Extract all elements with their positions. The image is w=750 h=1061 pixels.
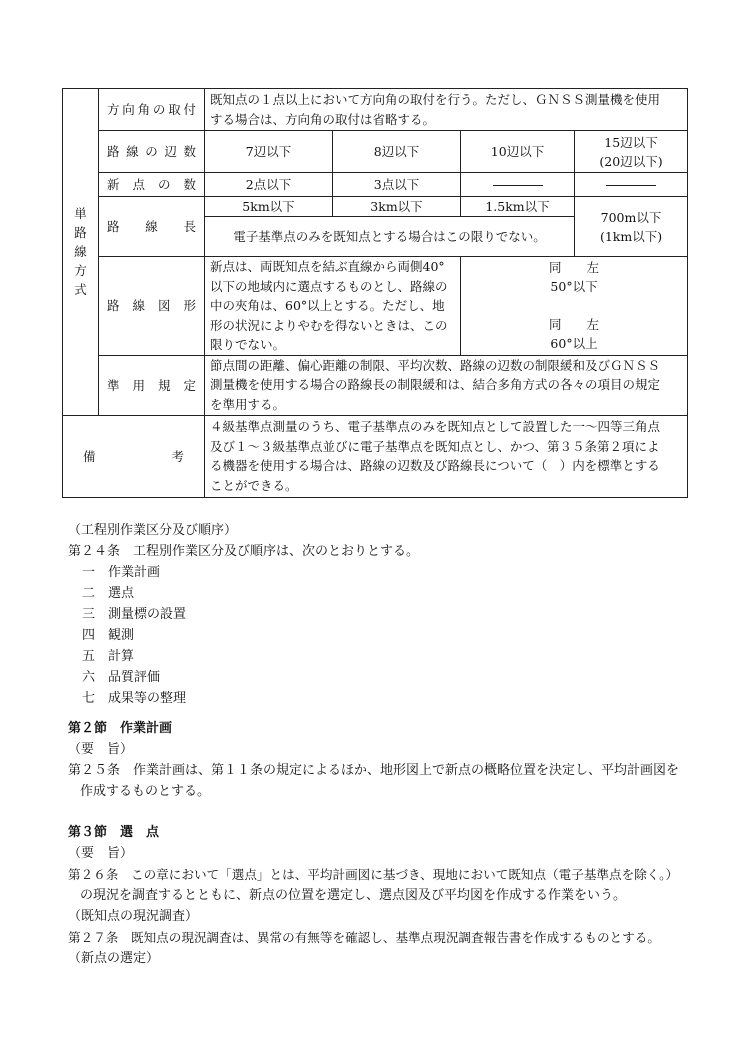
article-text: 第２５条 作業計画は、第１１条の規定によるほか、地形図上で新点の概略位置を決定し、平均計画図を xyxy=(68,763,680,778)
shape-text-line: 形の状況によりやむを得ないときは、この xyxy=(210,317,448,333)
length-value-line: (1km以下) xyxy=(599,228,663,244)
table-row-remarks xyxy=(63,415,688,497)
list-item xyxy=(68,583,700,604)
table-row-new-points xyxy=(63,173,688,197)
article-text: 第２７条 既知点の現況調査は、異常の有無等を確認し、基準点現況調査報告書を作成するものとする。 xyxy=(68,930,660,945)
list-item-label: 選点 xyxy=(108,586,135,601)
dash-line xyxy=(606,185,656,186)
shape-text-line: 中の夾角は、60°以上とする。ただし、地 xyxy=(210,298,445,313)
list-item xyxy=(68,646,700,667)
list-item-label: 測量標の設置 xyxy=(108,607,187,622)
sides-value: 8辺以下 xyxy=(333,131,461,173)
shape-text-line: 以下の地域内に選点するものとし、路線の xyxy=(210,278,448,294)
table-row-apply xyxy=(63,355,688,415)
list-item xyxy=(68,562,700,583)
section-title: 第３節 選 点 xyxy=(68,825,160,840)
apply-text-line: 節点間の距離、偏心距離の制限、平均次数、路線の辺数の制限緩和及びＧＮＳＳ xyxy=(210,357,661,373)
group-label-char: 式 xyxy=(74,282,87,298)
list-item xyxy=(68,667,700,688)
article-text: 作成するものとする。 xyxy=(80,784,211,799)
row-label-length: 路 線 長 xyxy=(99,197,205,257)
list-item-number: 二 xyxy=(82,586,96,601)
table-row-azimuth xyxy=(63,89,688,131)
section-2 xyxy=(68,718,700,802)
section-subheading: （要 旨） xyxy=(68,846,134,861)
sides-value-line: (20辺以下) xyxy=(599,153,663,169)
length-note: 電子基準点のみを既知点とする場合はこの限りでない。 xyxy=(205,217,575,257)
row-label-apply: 準 用 規 定 xyxy=(99,355,205,415)
azimuth-text-line: する場合は、方向角の取付は省略する。 xyxy=(210,111,436,127)
shape-text-line: 新点は、両既知点を結ぶ直線から両側40° xyxy=(210,259,445,274)
row-label-new-points: 新 点 の 数 xyxy=(99,173,205,197)
remarks-label-char: 考 xyxy=(171,448,184,464)
article-heading: （既知点の現況調査） xyxy=(68,909,199,924)
row-label-azimuth: 方向角の取付 xyxy=(99,89,205,131)
row-label-shape: 路 線 図 形 xyxy=(99,257,205,356)
apply-text-line: 測量機を使用する場合の路線長の制限緩和は、結合多角方式の各々の項目の規定 xyxy=(210,377,661,393)
table-row-shape xyxy=(63,257,688,356)
shape-right-line: 60°以上 xyxy=(550,336,598,352)
azimuth-text-line: 既知点の１点以上において方向角の取付を行う。ただし、ＧＮＳＳ測量機を使用 xyxy=(210,92,661,107)
article-text: 第２６条 この章において「選点」とは、平均計画図に基づき、現地において既知点（電子基準点を除く。） xyxy=(68,867,679,882)
apply-text-line: を準用する。 xyxy=(210,396,286,412)
shape-right xyxy=(461,257,688,356)
section-3 xyxy=(68,822,700,969)
sides-value-line: 15辺以下 xyxy=(604,134,658,150)
list-item-number: 一 xyxy=(82,565,96,580)
list-item-label: 成果等の整理 xyxy=(108,691,187,706)
list-item-label: 作業計画 xyxy=(108,565,161,580)
list-item-number: 五 xyxy=(82,649,96,664)
article-text: 第２４条 工程別作業区分及び順序は、次のとおりとする。 xyxy=(68,544,420,559)
length-value: 5km以下 xyxy=(205,197,333,217)
length-value: 1.5km以下 xyxy=(461,197,575,217)
article-text: の現況を調査するとともに、新点の位置を選定し、選点図及び平均図を作成する作業をいう。 xyxy=(80,888,627,903)
remarks-text-line: ことができる。 xyxy=(210,477,298,493)
remarks-text-line: ４級基準点測量のうち、電子基準点のみを既知点として設置した一〜四等三角点 xyxy=(210,419,661,434)
list-item-number: 三 xyxy=(82,607,96,622)
remarks-text xyxy=(205,415,688,497)
new-points-value: 3点以下 xyxy=(333,173,461,197)
article-heading: （新点の選定） xyxy=(68,951,160,966)
group-label-char: 単 xyxy=(74,206,87,222)
length-value-last xyxy=(575,197,688,257)
article-24 xyxy=(68,520,700,709)
list-item-number: 四 xyxy=(82,628,96,643)
list-item xyxy=(68,604,700,625)
list-item xyxy=(68,625,700,646)
apply-text xyxy=(205,355,688,415)
list-item xyxy=(68,688,700,709)
remarks-label xyxy=(63,415,205,497)
list-item-label: 品質評価 xyxy=(108,670,161,685)
section-subheading: （要 旨） xyxy=(68,742,134,757)
group-label-cell xyxy=(63,89,99,416)
length-value-line: 700m以下 xyxy=(600,209,662,225)
list-item-number: 六 xyxy=(82,670,96,685)
shape-right-line: 同 左 xyxy=(549,260,600,276)
azimuth-text xyxy=(205,89,688,131)
shape-text xyxy=(205,257,461,356)
section-title: 第２節 作業計画 xyxy=(68,721,173,736)
list-item-label: 計算 xyxy=(108,649,135,664)
new-points-empty xyxy=(575,173,688,197)
table-row-length xyxy=(63,197,688,217)
row-label-sides: 路 線 の 辺 数 xyxy=(99,131,205,173)
list-item-label: 観測 xyxy=(108,628,135,643)
shape-right-line: 50°以下 xyxy=(550,279,598,295)
shape-right-line: 同 左 xyxy=(549,317,600,333)
table-row-sides xyxy=(63,131,688,173)
dash-line xyxy=(493,185,543,186)
group-label-char: 方 xyxy=(74,263,87,279)
remarks-text-line: る機器を使用する場合は、路線の辺数及び路線長について（ ）内を標準とする xyxy=(210,458,660,473)
sides-value: 10辺以下 xyxy=(461,131,575,173)
survey-spec-table xyxy=(62,88,688,498)
new-points-empty xyxy=(461,173,575,197)
length-value: 3km以下 xyxy=(333,197,461,217)
sides-value-last xyxy=(575,131,688,173)
group-label-char: 路 xyxy=(74,225,87,241)
group-label-char: 線 xyxy=(74,244,87,260)
sides-value: 7辺以下 xyxy=(205,131,333,173)
new-points-value: 2点以下 xyxy=(205,173,333,197)
shape-text-line: 限りでない。 xyxy=(210,337,286,352)
article-heading: （工程別作業区分及び順序） xyxy=(68,523,238,538)
list-item-number: 七 xyxy=(82,691,96,706)
remarks-label-char: 備 xyxy=(83,448,96,464)
remarks-text-line: 及び１〜３級基準点並びに電子基準点を既知点とし、かつ、第３５条第２項によ xyxy=(210,438,660,454)
